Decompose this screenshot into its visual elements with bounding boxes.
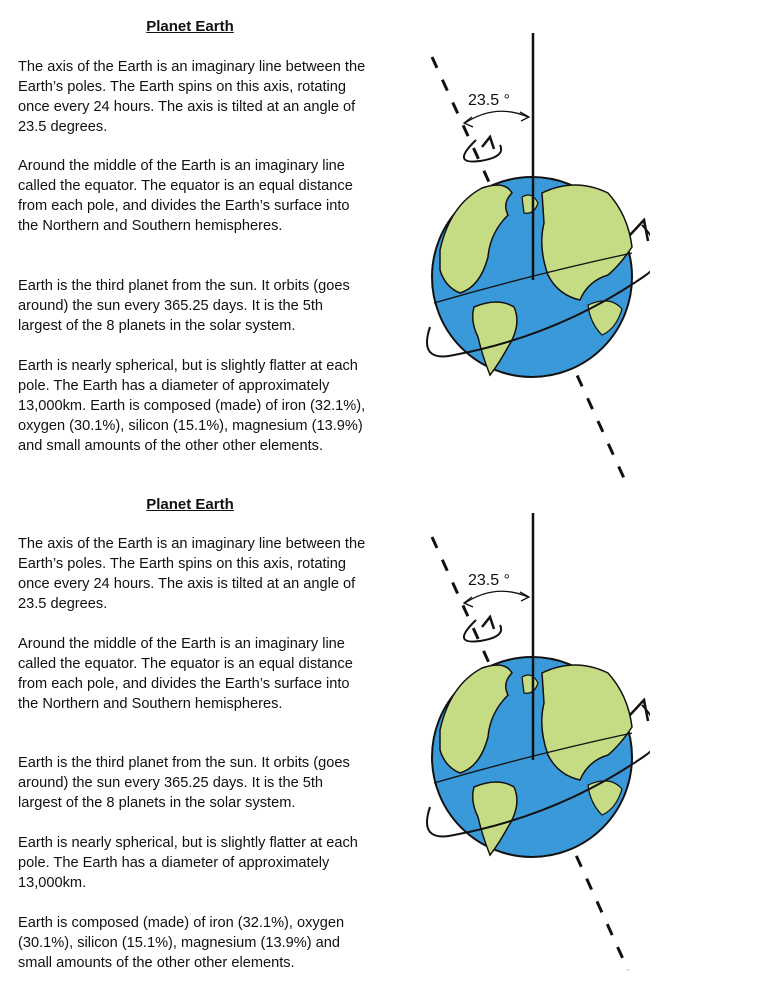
spin-arrow [464, 620, 501, 642]
spin-arrowhead-icon [482, 617, 494, 629]
paragraph: Around the middle of the Earth is an imaginary line called the equator. The equator is an equal distance from each pole, and divides the Earth’s surface into the Northern and Southern hemispheres. [18, 158, 353, 234]
paragraph: Earth is nearly spherical, but is slightly flatter at each pole. The Earth has a diameter of approximately 13,000km. [18, 835, 358, 891]
orbit-arrowhead-icon [630, 220, 648, 241]
angle-arrowhead-right-icon [520, 592, 529, 601]
paragraph: The axis of the Earth is an imaginary line between the Earth’s poles. The Earth spins on this axis, rotating once every 24 hours. The axis is tilted at an angle of 23.5 degrees. [18, 59, 366, 135]
orbit-arrowhead-icon [630, 700, 648, 721]
paragraph: Around the middle of the Earth is an imaginary line called the equator. The equator is an equal distance from each pole, and divides the Earth’s surface into the Northern and Southern hemispheres. [18, 636, 353, 712]
paragraph: The axis of the Earth is an imaginary line between the Earth’s poles. The Earth spins on this axis, rotating once every 24 hours. The axis is tilted at an angle of 23.5 degrees. [18, 536, 366, 612]
angle-arrowhead-right-icon [520, 112, 529, 121]
angle-arc [465, 591, 528, 603]
section-title: Planet Earth [146, 18, 234, 35]
section-title: Planet Earth [146, 496, 234, 513]
spin-arrow [464, 140, 501, 162]
paragraph: Earth is nearly spherical, but is slightly flatter at each pole. The Earth has a diameter of approximately 13,000km. Earth is composed (made) of iron (32.1%), oxygen (30.1%), silicon (15.1%), magnesium (13.9%) and small amounts of the other other elements. [18, 358, 366, 454]
earth-axis-diagram [410, 505, 650, 975]
spin-arrowhead-icon [482, 137, 494, 149]
earth-axis-diagram [410, 25, 650, 490]
angle-label: 23.5 ° [468, 572, 510, 589]
angle-arc [465, 111, 528, 123]
paragraph: Earth is the third planet from the sun. It orbits (goes around) the sun every 365.25 days. It is the 5th largest of the 8 planets in the solar system. [18, 755, 350, 811]
paragraph: Earth is the third planet from the sun. It orbits (goes around) the sun every 365.25 days. It is the 5th largest of the 8 planets in the solar system. [18, 278, 350, 334]
angle-label: 23.5 ° [468, 92, 510, 109]
paragraph: Earth is composed (made) of iron (32.1%), oxygen (30.1%), silicon (15.1%), magnesium (13.9%) and small amounts of the other other elements. [18, 915, 345, 971]
